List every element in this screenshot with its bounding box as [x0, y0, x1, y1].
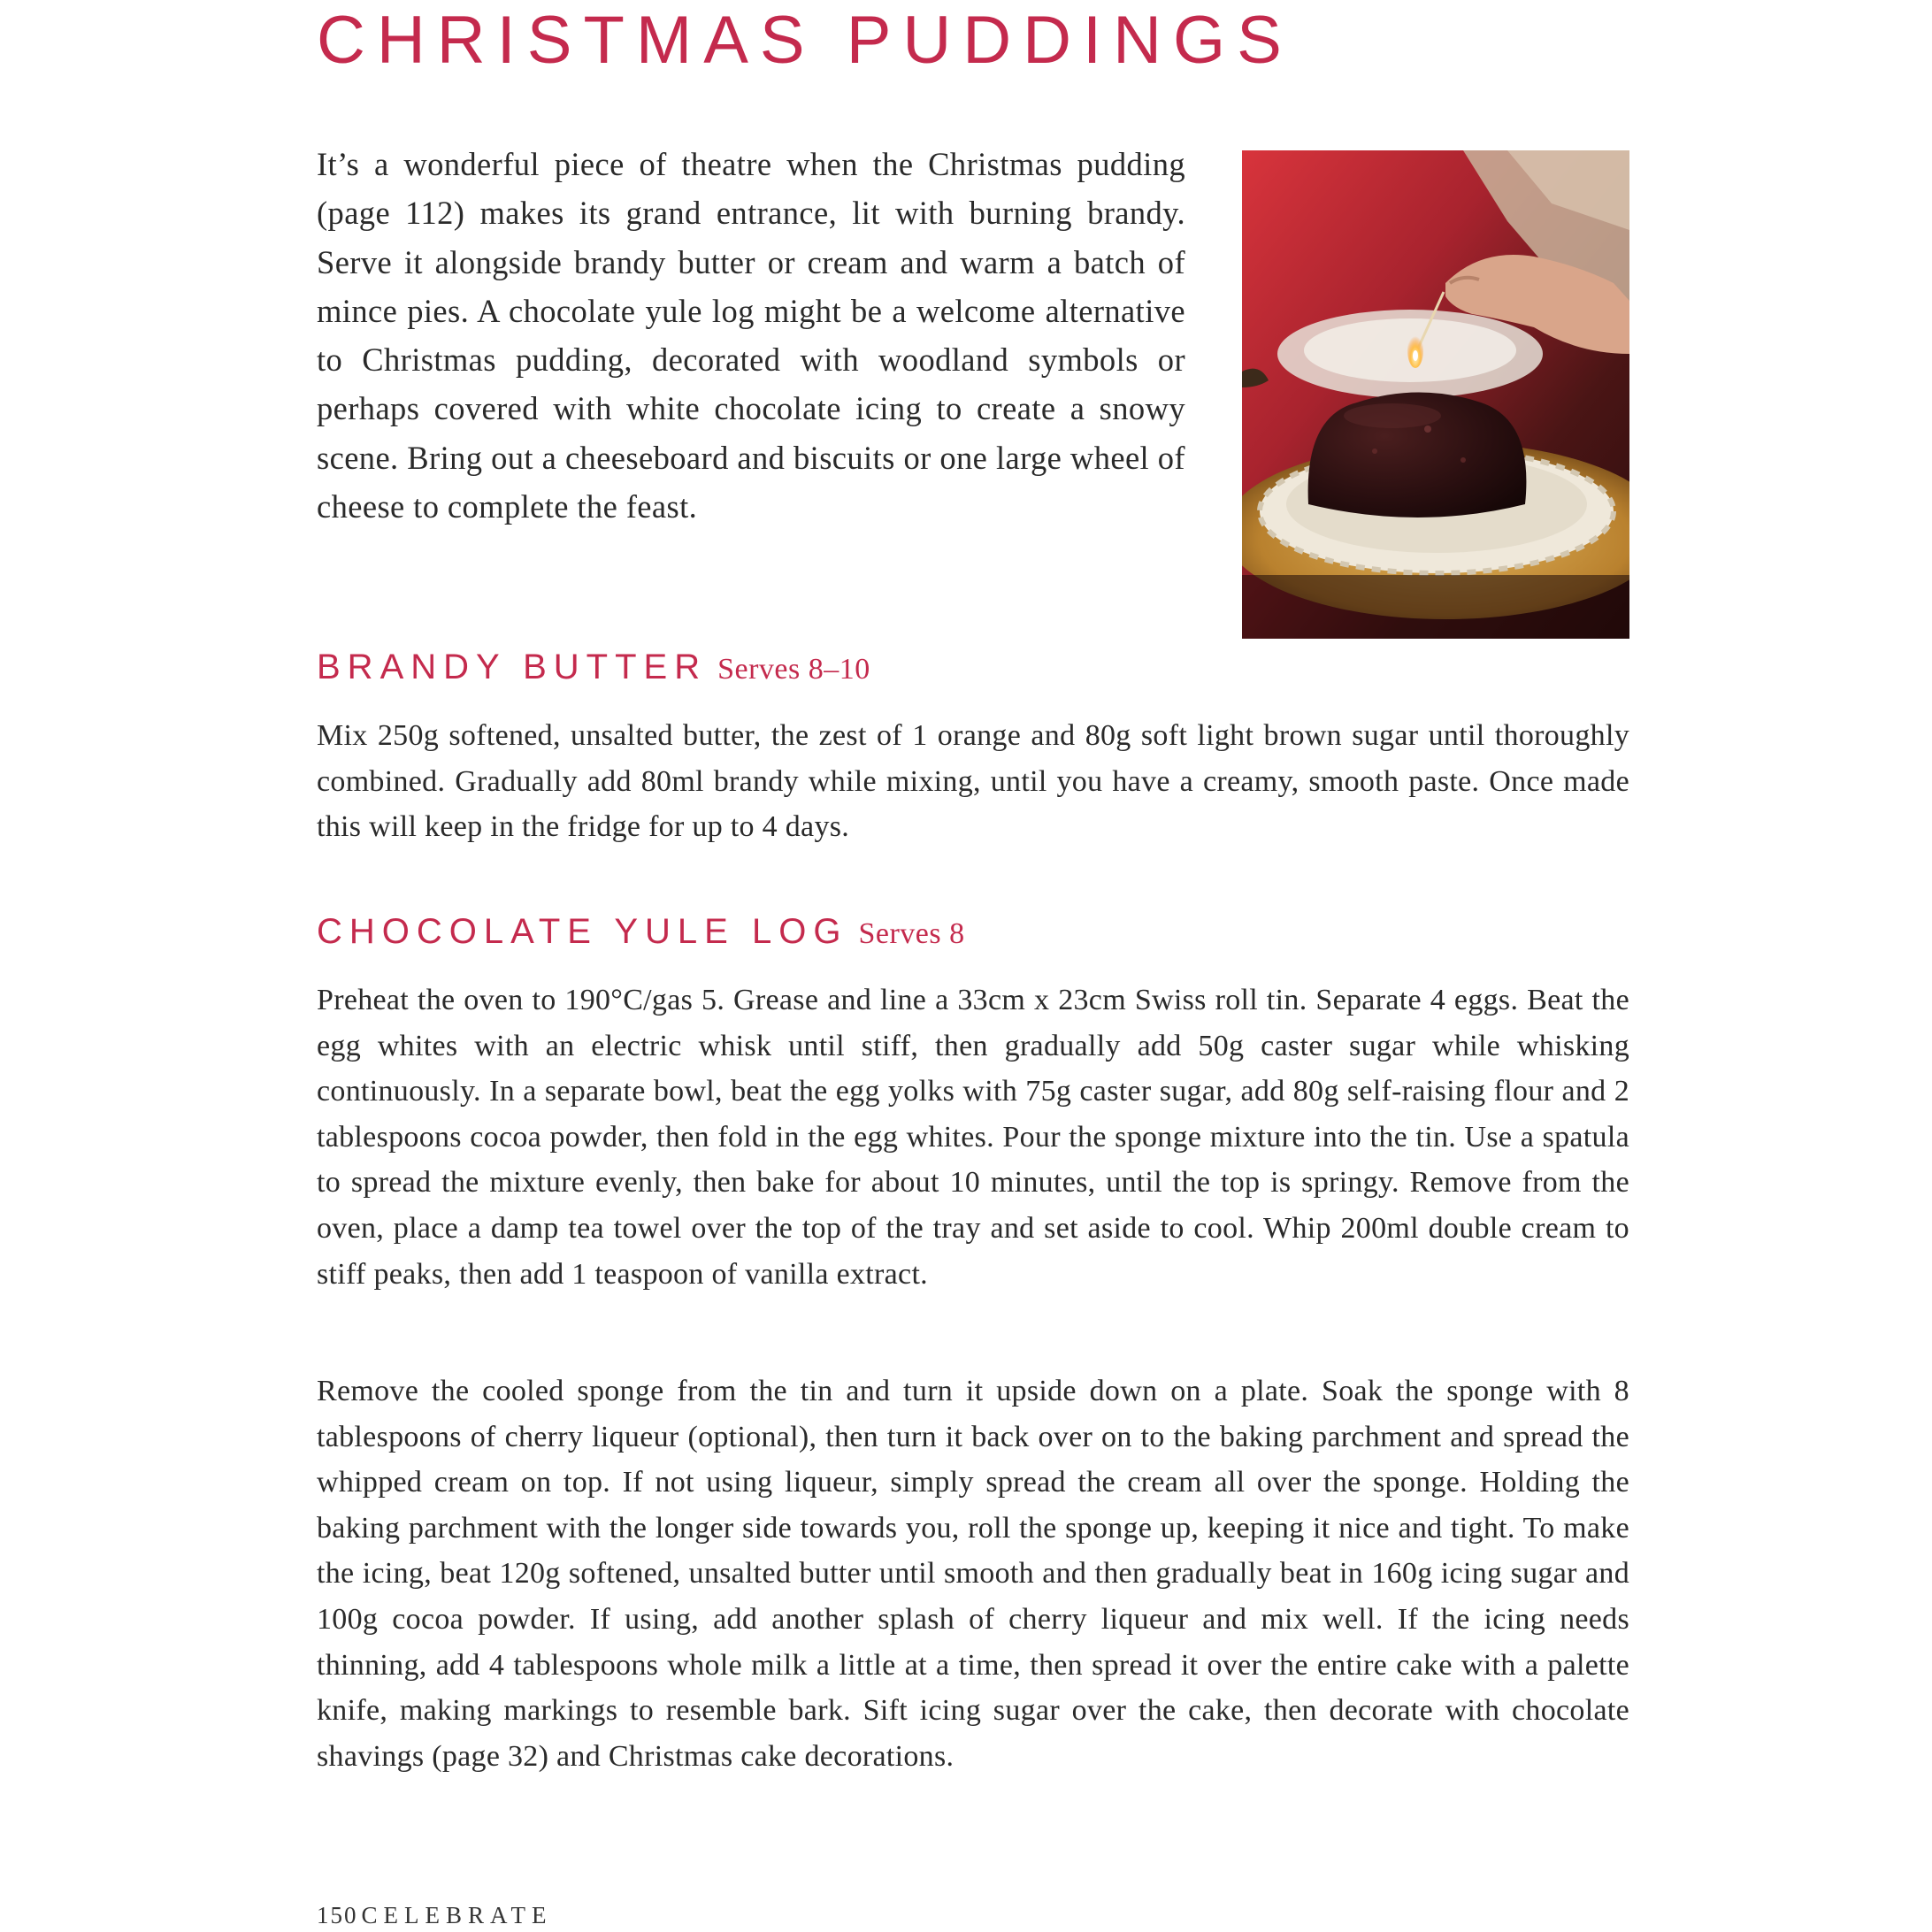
intro-paragraph: It’s a wonderful piece of theatre when the Christmas pudding (page 112) makes its grand entrance, lit with burning brandy. Serve it alongside brandy butter or cream and warm a batch of mince pies. A chocolate yule log might be a welcome alternative to Christmas pudding, decorated with woodland symbols or perhaps covered with white chocolate icing to create a snowy scene. Bring out a cheeseboard and biscuits or one large wheel of cheese to complete the feast.	[317, 146, 1185, 525]
brandy-butter-heading	[317, 649, 870, 685]
yule-log-method-1: Preheat the oven to 190°C/gas 5. Grease and line a 33cm x 23cm Swiss roll tin. Separate 4 eggs. Beat the egg whites with an electric whisk until stiff, then gradually add 50g caster sugar while whisking continuously. In a separate bowl, beat the egg yolks with 75g caster sugar, add 80g self-raising flour and 2 tablespoons cocoa powder, then fold in the egg whites. Pour the sponge mixture into the tin. Use a spatula to spread the mixture evenly, then bake for about 10 minutes, until the top is springy. Remove from the oven, place a damp tea towel over the top of the tray and set aside to cool. Whip 200ml double cream to stiff peaks, then add 1 teaspoon of vanilla extract.	[317, 984, 1629, 1291]
section-name: CELEBRATE	[361, 1902, 553, 1928]
page-title: CHRISTMAS PUDDINGS	[317, 3, 1293, 78]
yule-log-heading	[317, 914, 965, 949]
page-number: 150	[317, 1902, 358, 1928]
christmas-pudding-photo	[1242, 150, 1629, 639]
recipe-page	[317, 0, 1629, 1932]
recipe-name: BRANDY BUTTER	[317, 648, 708, 686]
recipe-name: CHOCOLATE YULE LOG	[317, 912, 848, 951]
yule-log-method-2: Remove the cooled sponge from the tin and turn it upside down on a plate. Soak the sponge with 8 tablespoons of cherry liqueur (optional), then turn it back over on to the baking parchment and spread the whipped cream on top. If not using liqueur, simply spread the cream all over the sponge. Holding the baking parchment with the longer side towards you, roll the sponge up, keeping it nice and tight. To make the icing, beat 120g softened, unsalted butter until smooth and then gradually beat in 160g icing sugar and 100g cocoa powder. If using, add another splash of cherry liqueur and mix well. If the icing needs thinning, add 4 tablespoons whole milk a little at a time, then spread it over the entire cake with a palette knife, making markings to resemble bark. Sift icing sugar over the cake, then decorate with chocolate shavings (page 32) and Christmas cake decorations.	[317, 1375, 1629, 1773]
page-footer	[317, 1904, 553, 1928]
brandy-butter-method: Mix 250g softened, unsalted butter, the zest of 1 orange and 80g soft light brown sugar until thoroughly combined. Gradually add 80ml brandy while mixing, until you have a creamy, smooth paste. Once made this will keep in the fridge for up to 4 days.	[317, 719, 1629, 844]
serves-label: Serves 8	[858, 917, 965, 950]
serves-label: Serves 8–10	[717, 653, 870, 686]
